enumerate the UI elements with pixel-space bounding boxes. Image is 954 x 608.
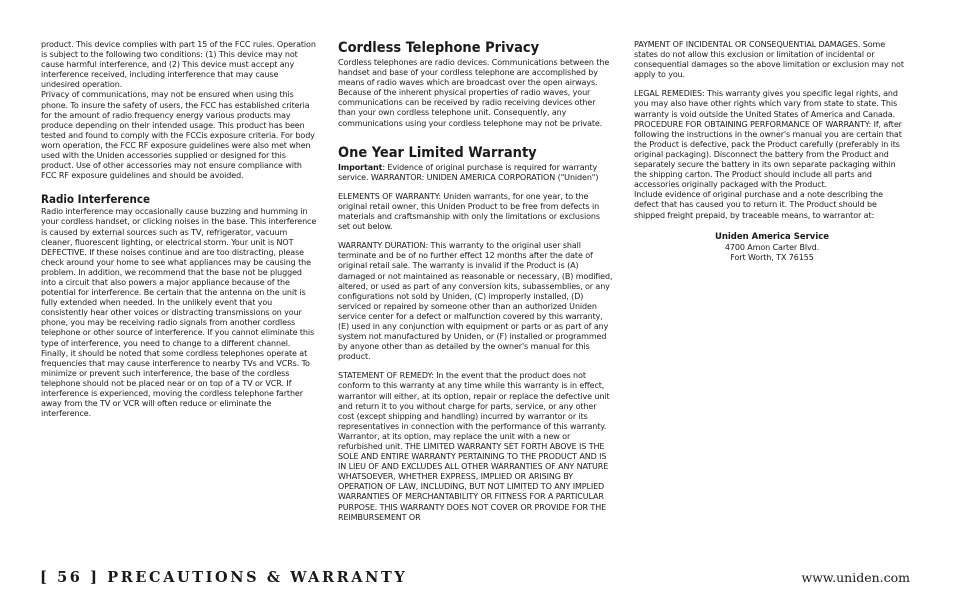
important-text: : Evidence of original purchase is required for warranty service. WARRANTOR: UNIDEN AMERICA CORPORATION ("Uniden")	[338, 162, 599, 182]
column-left	[41, 40, 318, 419]
column-middle	[338, 40, 613, 523]
fcc-compliance-paragraph: product. This device complies with part 15 of the FCC rules. Operation is subject to the following two conditions: (1) This device may not cause harmful interference, and (2) This device must accept any interference received, including interference that may cause undesired operation.	[41, 40, 316, 90]
include-evidence-paragraph: Include evidence of original purchase and a note describing the defect that has caused you to return it. The Product should be shipped freight prepaid, by traceable means, to warrantor at:	[634, 190, 883, 220]
column-right	[634, 40, 910, 263]
important-paragraph	[338, 163, 613, 183]
service-address-city: Fort Worth, TX 76155	[730, 252, 814, 262]
incidental-damages-paragraph: PAYMENT OF INCIDENTAL OR CONSEQUENTIAL DAMAGES. Some states do not allow this exclusion or limitation of incidental or consequential damages so the above limitation or exclusion may not apply to you.	[634, 40, 904, 80]
privacy-paragraph-1: Cordless telephones are radio devices. Communications between the handset and base of your cordless telephone are accomplished by means of radio waves which are broadcast over the open airways.	[338, 58, 610, 88]
tv-vcr-paragraph: Finally, it should be noted that some cordless telephones operate at frequencies that may cause interference to nearby TVs and VCRs. To minimize or prevent such interference, the base of the cordless telephone should not be placed near or on top of a TV or VCR. If interference is experienced, moving the cordless telephone farther away from the TV or VCR will often reduce or eliminate the interference.	[41, 348, 310, 419]
warranty-duration-paragraph: WARRANTY DURATION: This warranty to the original user shall terminate and be of no further effect 12 months after the date of original retail sale. The warranty is invalid if the Product is (A) damaged or not maintained as reasonable or necessary, (B) modified, altered, or used as part of any conversion kits, subassemblies, or any configurations not sold by Uniden, (C) improperly installed, (D) serviced or repaired by someone other than an authorized Uniden service center for a defect or malfunction covered by this warranty, (E) used in any conjunction with equipment or parts or as part of any system not manufactured by Uniden, or (F) installed or programmed by anyone other than as detailed by the owner's manual for this product.	[338, 241, 613, 362]
page-footer	[40, 569, 910, 587]
service-address-street: 4700 Amon Carter Blvd.	[724, 242, 820, 252]
radio-interference-paragraph: Radio interference may occasionally cause buzzing and humming in your cordless handset, or clicking noises in the base. This interference is caused by external sources such as TV, refrigerator, vacuum cleaner, fluorescent lighting, or electrical storm. Your unit is NOT DEFECTIVE. If these noises continue and are too distracting, please check around your home to see what appliances may be causing the problem. In addition, we recommend that the base not be plugged into a circuit that also powers a major appliance because of the potential for interference. Be certain that the antenna on the unit is fully extended when needed. In the unlikely event that you consistently hear other voices or distracting transmissions on your phone, you may be receiving radio signals from another cordless telephone or other source of interference. If you cannot eliminate this type of interference, you need to change to a different channel.	[41, 207, 317, 348]
radio-interference-heading: Radio Interference	[41, 192, 151, 207]
footer-url[interactable]: www.uniden.com	[801, 570, 910, 585]
footer-section-title: [ 56 ] PRECAUTIONS & WARRANTY	[40, 569, 408, 586]
legal-remedies-paragraph: LEGAL REMEDIES: This warranty gives you specific legal rights, and you may also have other rights which vary from state to state. This warranty is void outside the United States of America and Canada.	[634, 89, 898, 119]
privacy-heading: Cordless Telephone Privacy	[338, 40, 540, 56]
procedure-paragraph: PROCEDURE FOR OBTAINING PERFORMANCE OF WARRANTY: If, after following the instructions in the owner's manual you are certain that the Product is defective, pack the Product carefully (preferably in its original packaging). Disconnect the battery from the Product and separately secure the battery in its own separate packaging within the shipping carton. The Product should include all parts and accessories originally packaged with the Product.	[634, 119, 902, 190]
important-label: Important	[338, 162, 383, 172]
privacy-rf-paragraph: Privacy of communications, may not be ensured when using this phone. To insure the safety of users, the FCC has established criteria for the amount of radio frequency energy various products may produce depending on their intended usage. This product has been tested and found to comply with the FCCis exposure criteria. For body worn operation, the FCC RF exposure guidelines were also met when used with the Uniden accessories supplied or designed for this product. Use of other accessories may not ensure compliance with FCC RF exposure guidelines and should be avoided.	[41, 90, 315, 181]
warranty-elements-paragraph: ELEMENTS OF WARRANTY: Uniden warrants, for one year, to the original retail owner, this Uniden Product to be free from defects in materials and craftsmanship with only the limitations or exclusions set out below.	[338, 191, 600, 232]
remedy-paragraph: STATEMENT OF REMEDY: In the event that the product does not conform to this warranty at any time while this warranty is in effect, warrantor will either, at its option, repair or replace the defective unit and return it to you without charge for parts, service, or any other cost (except shipping and handling) incurred by warrantor or its representatives in connection with the performance of this warranty. Warrantor, at its option, may replace the unit with a new or refurbished unit. THE LIMITED WARRANTY SET FORTH ABOVE IS THE SOLE AND ENTIRE WARRANTY PERTAINING TO THE PRODUCT AND IS IN LIEU OF AND EXCLUDES ALL OTHER WARRANTIES OF ANY NATURE WHATSOEVER, WHETHER EXPRESS, IMPLIED OR ARISING BY OPERATION OF LAW, INCLUDING, BUT NOT LIMITED TO ANY IMPLIED WARRANTIES OF MERCHANTABILITY OR FITNESS FOR A PARTICULAR PURPOSE. THIS WARRANTY DOES NOT COVER OR PROVIDE FOR THE REIMBURSEMENT OR	[338, 371, 610, 522]
warranty-heading: One Year Limited Warranty	[338, 144, 537, 161]
privacy-paragraph-2: Because of the inherent physical properties of radio waves, your communications can be received by radio receiving devices other than your own cordless telephone unit. Consequently, any communications using your cordless telephone may not be private.	[338, 88, 603, 128]
service-address-name: Uniden America Service	[714, 231, 830, 242]
